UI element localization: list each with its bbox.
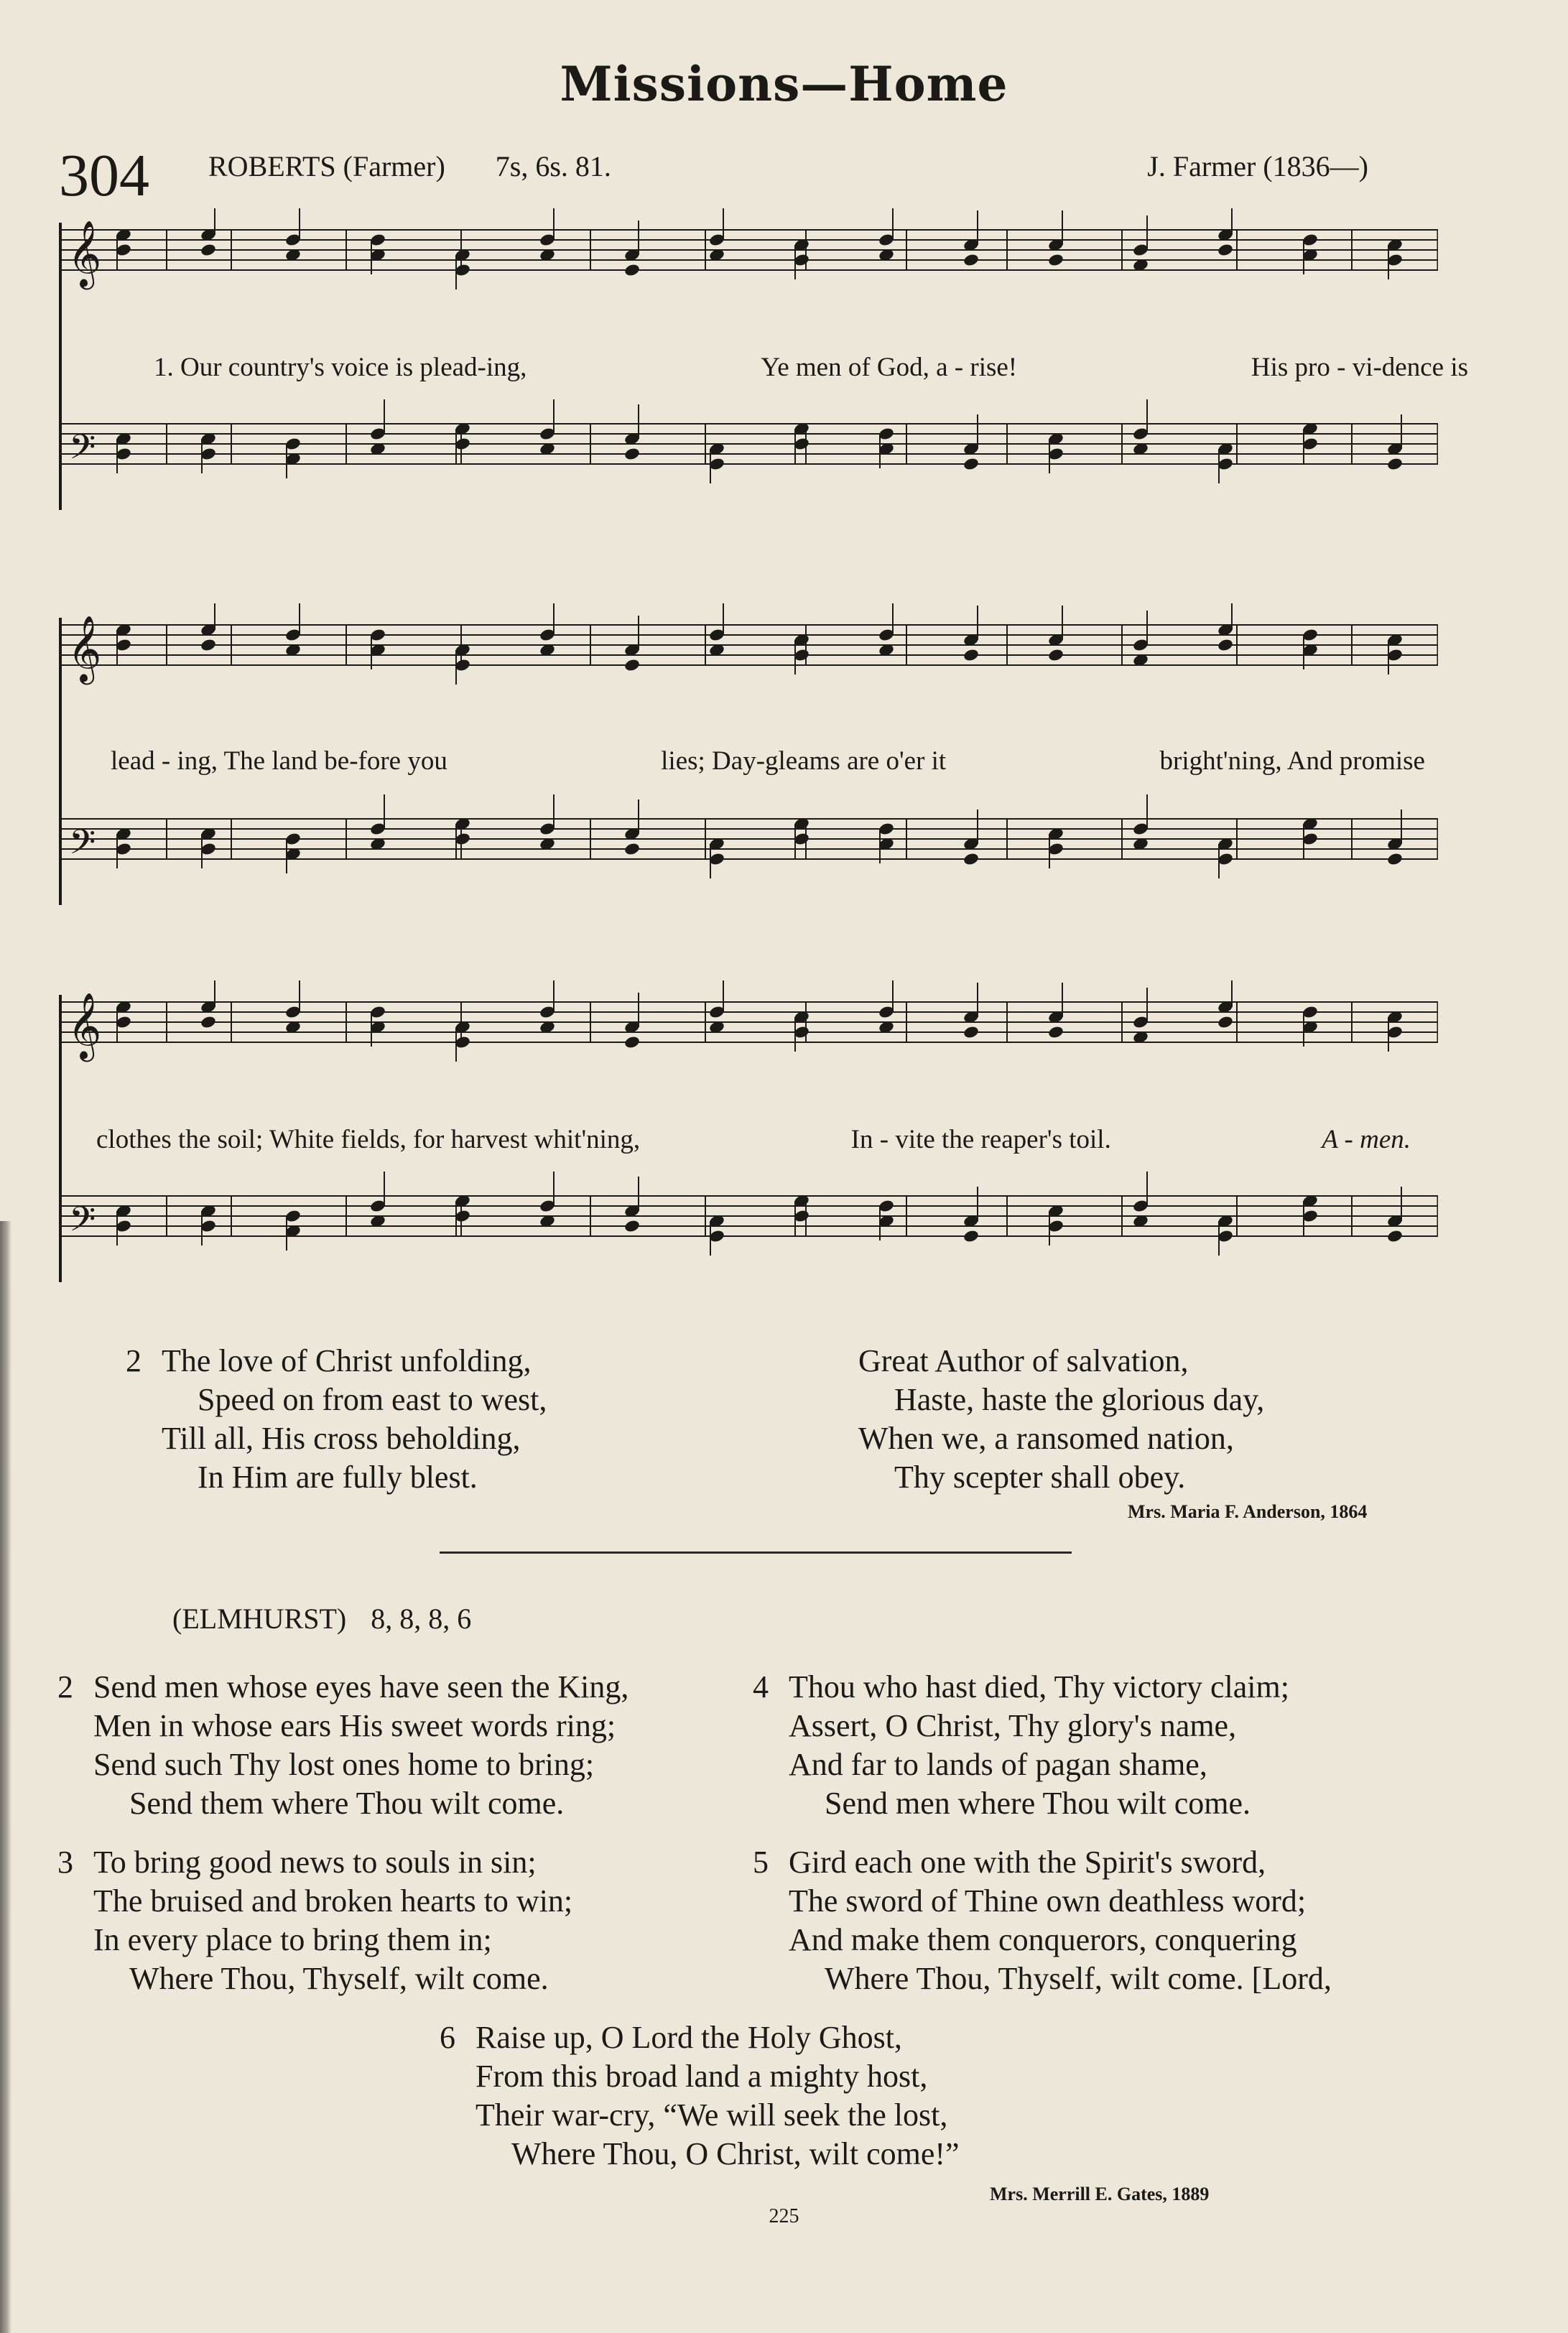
verse-line: And make them conquerors, conquering [789,1922,1297,1957]
verse-line: Gird each one with the Spirit's sword, [789,1845,1266,1880]
alt-verse-4 [753,1668,1289,1823]
alternate-meter: 8, 8, 8, 6 [371,1603,472,1635]
verse-number: 2 [126,1343,142,1378]
verse-line: Till all, His cross beholding, [162,1421,521,1456]
verse-line: Their war-cry, “We will seek the lost, [475,2097,948,2133]
verse-line: Haste, haste the glorious day, [894,1382,1265,1417]
verse-line: Men in whose ears His sweet words ring; [93,1708,616,1743]
verse-number: 3 [57,1845,73,1880]
svg-text:𝄞: 𝄞 [68,615,102,682]
verse-line: Speed on from east to west, [198,1382,547,1417]
verse-line: And far to lands of pagan shame, [789,1747,1207,1782]
page-title: Missions—Home [560,56,1008,112]
verse-number: 5 [753,1845,769,1880]
verse-line: The love of Christ unfolding, [162,1343,532,1378]
page-number: 225 [769,2205,799,2227]
verse-number: 2 [57,1669,73,1704]
lyrics-line-3 [96,1124,1411,1155]
lyric-segment: A - men. [1322,1125,1411,1154]
verse-line: Raise up, O Lord the Holy Ghost, [475,2020,902,2055]
page-edge-shadow [0,1221,11,2333]
lyrics-line-2 [111,746,1425,776]
verse-line: When we, a ransomed nation, [858,1421,1234,1456]
lyric-segment: In - vite the reaper's toil. [850,1125,1111,1154]
divider-rule [440,1552,1072,1554]
alt-verse-2 [57,1668,628,1823]
verse-line: To bring good news to souls in sin; [93,1845,537,1880]
verse-line: Where Thou, Thyself, wilt come. [129,1961,549,1996]
alt-verse-3 [57,1843,572,1998]
verse-2-continued [858,1342,1264,1497]
svg-text:𝄢: 𝄢 [69,1199,96,1248]
verse-line: Great Author of salvation, [858,1343,1189,1378]
verse-line: Thy scepter shall obey. [894,1460,1186,1495]
lyrics-line-1 [154,352,1468,383]
verse-line: Thou who hast died, Thy victory claim; [789,1669,1289,1704]
music-system-2 [59,603,1438,941]
verse-2 [126,1342,547,1497]
verse-line: Assert, O Christ, Thy glory's name, [789,1708,1237,1743]
alternate-tune-name: (ELMHURST) [172,1603,347,1635]
verse-number: 6 [440,2020,455,2055]
lyric-segment: 1. Our country's voice is plead-ing, [154,353,527,382]
lyric-segment: bright'ning, And promise [1159,746,1425,776]
verse-line: Send such Thy lost ones home to bring; [93,1747,595,1782]
author-credit: Mrs. Maria F. Anderson, 1864 [1128,1501,1368,1522]
alt-verse-6 [440,2018,960,2174]
svg-text:𝄢: 𝄢 [69,822,96,871]
lyric-segment: Ye men of God, a - rise! [761,353,1018,382]
lyric-segment: lies; Day-gleams are o'er it [661,746,947,776]
verse-line: The sword of Thine own deathless word; [789,1883,1307,1919]
verse-number: 4 [753,1669,769,1704]
verse-line: In Him are fully blest. [198,1460,478,1495]
lyric-segment: His pro - vi-dence is [1251,353,1468,382]
svg-text:𝄞: 𝄞 [68,220,102,287]
verse-line: Where Thou, Thyself, wilt come. [Lord, [825,1961,1332,1996]
verse-line: Send them where Thou wilt come. [129,1786,565,1821]
music-system-3 [59,980,1438,1297]
alternate-author-credit: Mrs. Merrill E. Gates, 1889 [990,2184,1210,2204]
tune-heading [208,149,611,183]
alternate-tune-heading [172,1602,471,1636]
lyric-segment: lead - ing, The land be-fore you [111,746,447,776]
hymn-number: 304 [59,142,149,209]
composer: J. Farmer (1836—) [1147,150,1368,182]
tune-name: ROBERTS (Farmer) [208,150,445,182]
lyric-segment: clothes the soil; White fields, for harvest whit'ning, [96,1125,641,1154]
music-system-1 [59,208,1468,546]
alt-verse-5 [753,1843,1332,1998]
verse-line: In every place to bring them in; [93,1922,492,1957]
verse-line: Send men where Thou wilt come. [825,1786,1251,1821]
verse-line: The bruised and broken hearts to win; [93,1883,573,1919]
svg-text:𝄢: 𝄢 [69,427,96,476]
verse-line: Send men whose eyes have seen the King, [93,1669,629,1704]
verse-line: Where Thou, O Christ, wilt come!” [511,2136,960,2171]
svg-text:𝄞: 𝄞 [68,992,102,1059]
verse-line: From this broad land a mighty host, [475,2059,928,2094]
meter: 7s, 6s. 81. [495,150,611,182]
